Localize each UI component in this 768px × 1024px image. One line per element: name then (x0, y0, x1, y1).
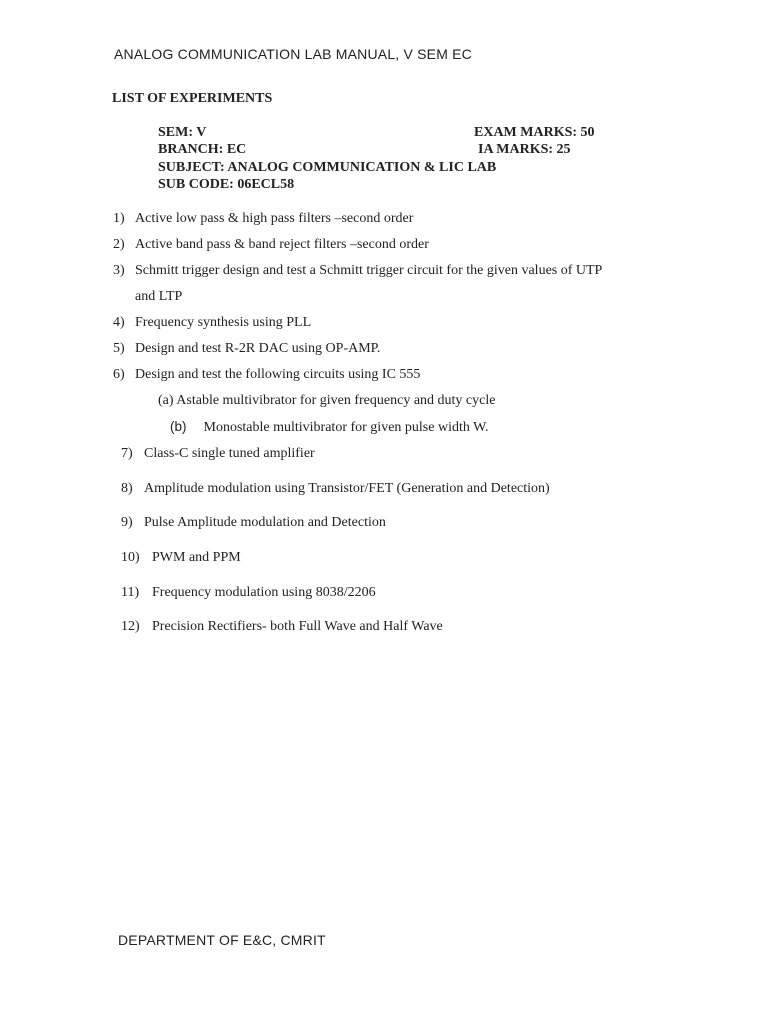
item-text: Active band pass & band reject filters –second order (135, 237, 429, 252)
item-text: Precision Rectifiers- both Full Wave and Half Wave (152, 619, 443, 634)
sub-item-label: (a) (158, 393, 174, 408)
item-number: 2) (113, 237, 125, 252)
item-text-continued: and LTP (135, 289, 183, 304)
item-number: 7) (121, 446, 133, 461)
sub-list-item (170, 419, 489, 436)
item-number: 5) (113, 341, 125, 356)
sem-label: SEM: V (158, 125, 207, 140)
item-number: 8) (121, 481, 133, 496)
sub-item-label: (b) (170, 419, 187, 434)
item-text: Frequency modulation using 8038/2206 (152, 585, 376, 600)
item-text: Class-C single tuned amplifier (144, 446, 315, 461)
item-number: 6) (113, 367, 125, 382)
item-number: 1) (113, 211, 125, 226)
list-title: LIST OF EXPERIMENTS (112, 91, 273, 106)
item-number: 4) (113, 315, 125, 330)
sub-item-text: Monostable multivibrator for given pulse width W. (203, 420, 489, 435)
document-footer: DEPARTMENT OF E&C, CMRIT (118, 932, 326, 948)
subject-label: SUBJECT: ANALOG COMMUNICATION & LIC LAB (158, 160, 497, 175)
sub-list-item (158, 393, 495, 409)
branch-label: BRANCH: EC (158, 142, 247, 157)
item-number: 3) (113, 263, 125, 278)
sub-code-label: SUB CODE: 06ECL58 (158, 177, 295, 192)
item-text: Amplitude modulation using Transistor/FET (Generation and Detection) (144, 481, 550, 496)
item-text: PWM and PPM (152, 550, 241, 565)
item-number: 10) (121, 550, 140, 565)
item-number: 9) (121, 515, 133, 530)
ia-marks-label: IA MARKS: 25 (478, 142, 571, 157)
item-text: Frequency synthesis using PLL (135, 315, 312, 330)
item-text: Design and test the following circuits using IC 555 (135, 367, 421, 382)
item-text: Schmitt trigger design and test a Schmitt trigger circuit for the given values of UTP (135, 263, 603, 278)
item-number: 11) (121, 585, 140, 600)
item-text: Active low pass & high pass filters –second order (135, 211, 414, 226)
exam-marks-label: EXAM MARKS: 50 (474, 125, 595, 140)
document-header: ANALOG COMMUNICATION LAB MANUAL, V SEM EC (114, 46, 472, 62)
sub-item-text: Astable multivibrator for given frequency and duty cycle (176, 393, 496, 408)
item-text: Design and test R-2R DAC using OP-AMP. (135, 341, 381, 356)
item-text: Pulse Amplitude modulation and Detection (144, 515, 386, 530)
item-number: 12) (121, 619, 140, 634)
